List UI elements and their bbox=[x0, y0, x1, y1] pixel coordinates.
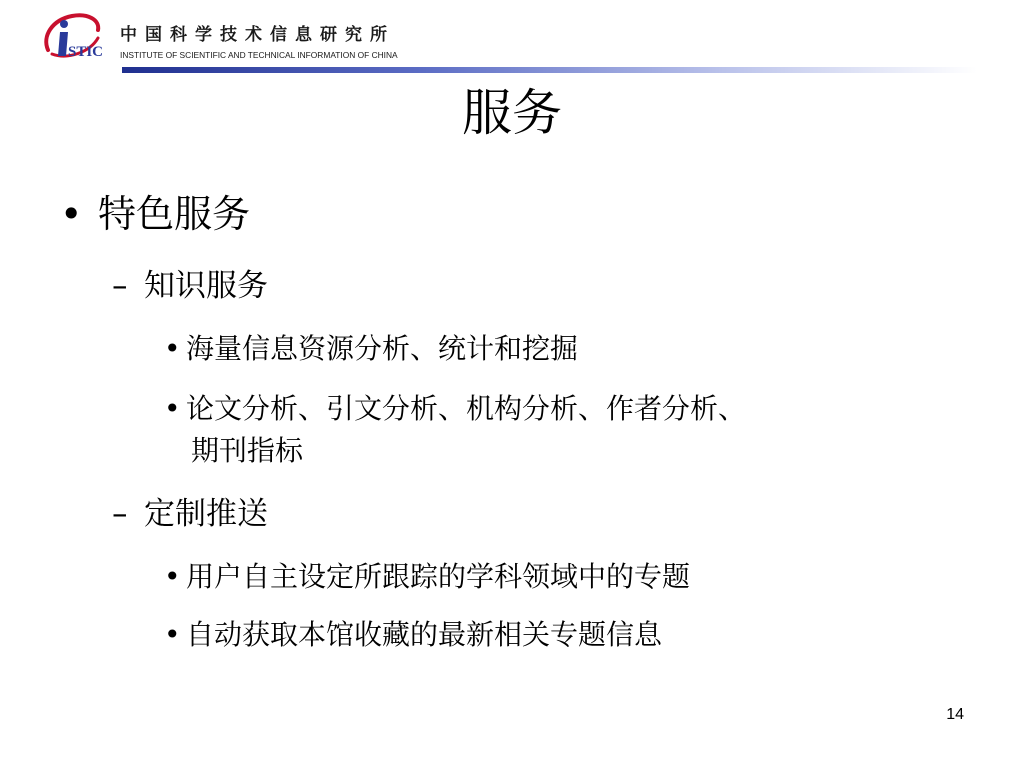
bullet-level3-continuation: 期刊指标 bbox=[191, 434, 304, 467]
bullet-text: 定制推送 bbox=[144, 496, 268, 532]
bullet-text: 知识服务 bbox=[144, 268, 268, 304]
bullet-marker: • bbox=[60, 192, 83, 236]
bullet-level3-item bbox=[164, 614, 662, 656]
bullet-text: 海量信息资源分析、统计和挖掘 bbox=[186, 332, 579, 365]
bullet-level3-item bbox=[164, 556, 690, 598]
bullet-level2-customized-push bbox=[112, 492, 268, 536]
istic-logo bbox=[38, 10, 110, 66]
organization-name-english: INSTITUTE OF SCIENTIFIC AND TECHNICAL INFORMATION OF CHINA bbox=[120, 50, 398, 60]
bullet-level1-special-services bbox=[60, 186, 250, 242]
header-divider bbox=[122, 67, 977, 73]
bullet-text: 特色服务 bbox=[98, 192, 251, 236]
bullet-marker: • bbox=[164, 560, 181, 593]
bullet-marker: • bbox=[164, 618, 181, 651]
bullet-level3-item bbox=[164, 328, 578, 370]
dash-marker: – bbox=[112, 268, 128, 304]
slide-title: 服务 bbox=[462, 84, 562, 142]
bullet-level2-knowledge-services bbox=[112, 264, 268, 308]
bullet-text: 用户自主设定所跟踪的学科领域中的专题 bbox=[186, 560, 691, 593]
organization-name-chinese: 中国科学技术信息研究所 bbox=[120, 25, 395, 45]
bullet-text: 自动获取本馆收藏的最新相关专题信息 bbox=[186, 618, 663, 651]
page-number: 14 bbox=[946, 706, 964, 723]
bullet-text: 论文分析、引文分析、机构分析、作者分析、 bbox=[186, 392, 747, 425]
svg-text:STIC: STIC bbox=[68, 44, 104, 60]
bullet-level3-item bbox=[164, 388, 746, 430]
bullet-marker: • bbox=[164, 392, 181, 425]
bullet-marker: • bbox=[164, 332, 181, 365]
dash-marker: – bbox=[112, 496, 128, 532]
